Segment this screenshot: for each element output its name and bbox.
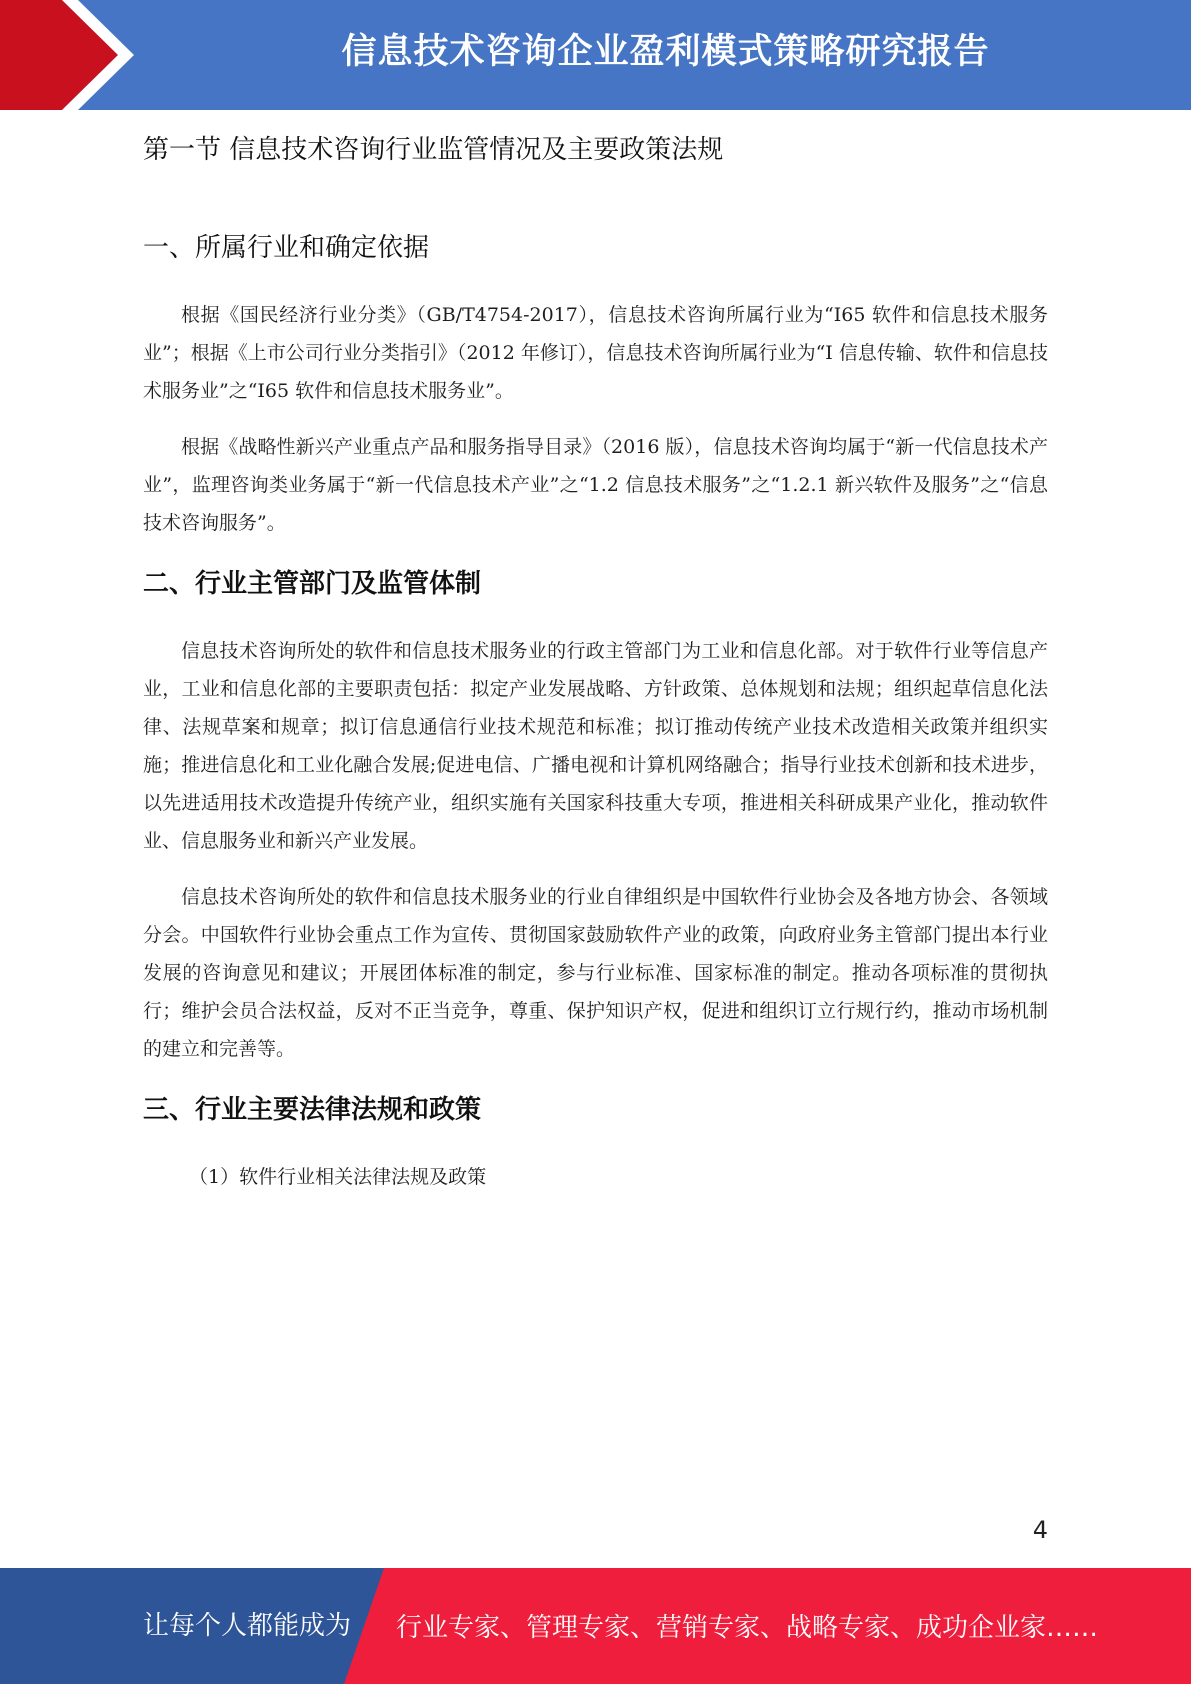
footer-slogan-left: 让每个人都能成为 (143, 1611, 352, 1641)
footer-slogan-right: 行业专家、管理专家、营销专家、战略专家、成功企业家…… (396, 1613, 1099, 1643)
page-number: 4 (1032, 1516, 1048, 1544)
red-chevron-decoration (0, 0, 150, 110)
report-title: 信息技术咨询企业盈利模式策略研究报告 (341, 32, 990, 72)
header-banner (0, 0, 1191, 110)
paragraph: 根据《国民经济行业分类》（GB/T4754-2017），信息技术咨询所属行业为“I65 软件和信息技术服务业”；根据《上市公司行业分类指引》（2012 年修订），信息技术咨询所属行业为“I 信息传输、软件和信息技术服务业”之“I65 软件和信息技术服务业”。 (143, 304, 1048, 402)
section-heading: 二、行业主管部门及监管体制 (143, 569, 482, 599)
main-content (143, 128, 1048, 1196)
section-heading: 一、所属行业和确定依据 (143, 233, 430, 263)
paragraph: 信息技术咨询所处的软件和信息技术服务业的行业自律组织是中国软件行业协会及各地方协会、各领域分会。中国软件行业协会重点工作为宣传、贯彻国家鼓励软件产业的政策，向政府业务主管部门提出本行业发展的咨询意见和建议；开展团体标准的制定，参与行业标准、国家标准的制定。推动各项标准的贯彻执行；维护会员合法权益，反对不正当竞争，尊重、保护知识产权，促进和组织订立行规行约，推动市场机制的建立和完善等。 (143, 886, 1048, 1060)
section-heading: 三、行业主要法律法规和政策 (143, 1095, 482, 1125)
paragraph: 根据《战略性新兴产业重点产品和服务指导目录》（2016 版），信息技术咨询均属于“新一代信息技术产业”，监理咨询类业务属于“新一代信息技术产业”之“1.2 信息技术服务”之“1.2.1 新兴软件及服务”之“信息技术咨询服务”。 (143, 436, 1048, 534)
paragraph: 信息技术咨询所处的软件和信息技术服务业的行政主管部门为工业和信息化部。对于软件行业等信息产业，工业和信息化部的主要职责包括：拟定产业发展战略、方针政策、总体规划和法规；组织起草信息化法律、法规草案和规章；拟订信息通信行业技术规范和标准；拟订推动传统产业技术改造相关政策并组织实施；推进信息化和工业化融合发展;促进电信、广播电视和计算机网络融合；指导行业技术创新和技术进步，以先进适用技术改造提升传统产业，组织实施有关国家科技重大专项，推进相关科研成果产业化，推动软件业、信息服务业和新兴产业发展。 (143, 640, 1048, 852)
chapter-title: 第一节 信息技术咨询行业监管情况及主要政策法规 (143, 135, 724, 165)
footer-banner (0, 1568, 1191, 1684)
list-item: （1）软件行业相关法律法规及政策 (189, 1166, 487, 1188)
